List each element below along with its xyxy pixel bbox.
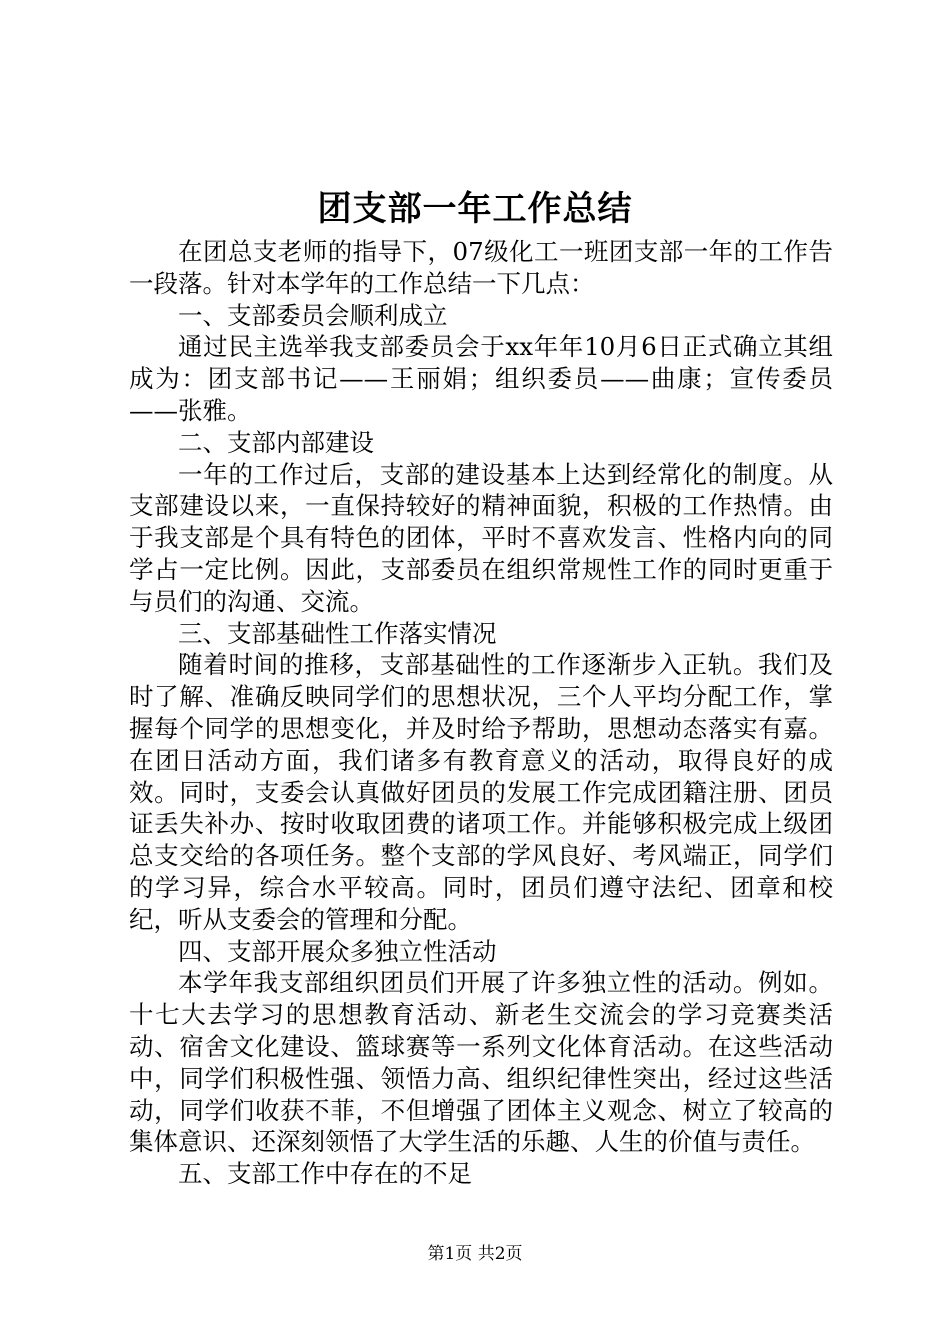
section-paragraph-4: 本学年我支部组织团员们开展了许多独立性的活动。例如。十七大去学习的思想教育活动、新老生交流会的学习竞赛类活动、宿舍文化建设、篮球赛等一系列文化体育活动。在这些活动中，同学们积极性强、领悟力高、组织纪律性突出，经过这些活动，同学们收获不菲，不但增强了团体主义观念、树立了较高的集体意识、还深刻领悟了大学生活的乐趣、人生的价值与责任。 <box>129 968 833 1157</box>
document-body <box>129 236 833 1190</box>
section-paragraph-2: 一年的工作过后，支部的建设基本上达到经常化的制度。从支部建设以来，一直保持较好的精神面貌，积极的工作热情。由于我支部是个具有特色的团体，平时不喜欢发言、性格内向的同学占一定比例。因此，支部委员在组织常规性工作的同时更重于与员们的沟通、交流。 <box>129 459 833 616</box>
document-title: 团支部一年工作总结 <box>317 189 633 229</box>
section-heading-2: 二、支部内部建设 <box>178 427 374 457</box>
section-heading-4: 四、支部开展众多独立性活动 <box>178 936 497 966</box>
section-heading-5: 五、支部工作中存在的不足 <box>178 1159 472 1189</box>
page-footer: 第1页 共2页 <box>427 1244 523 1264</box>
intro-paragraph: 在团总支老师的指导下，07级化工一班团支部一年的工作告一段落。针对本学年的工作总结一下几点： <box>129 237 833 298</box>
section-heading-1: 一、支部委员会顺利成立 <box>178 300 448 330</box>
section-paragraph-3: 随着时间的推移，支部基础性的工作逐渐步入正轨。我们及时了解、准确反映同学们的思想状况，三个人平均分配工作，掌握每个同学的思想变化，并及时给予帮助，思想动态落实有嘉。在团日活动方面，我们诸多有教育意义的活动，取得良好的成效。同时，支委会认真做好团员的发展工作完成团籍注册、团员证丢失补办、按时收取团费的诸项工作。并能够积极完成上级团总支交给的各项任务。整个支部的学风良好、考风端正，同学们的学习异，综合水平较高。同时，团员们遵守法纪、团章和校纪，听从支委会的管理和分配。 <box>129 650 833 934</box>
section-heading-3: 三、支部基础性工作落实情况 <box>178 618 497 648</box>
section-paragraph-1: 通过民主选举我支部委员会于xx年年10月6日正式确立其组成为：团支部书记——王丽娟；组织委员——曲康；宣传委员——张雅。 <box>129 332 833 425</box>
